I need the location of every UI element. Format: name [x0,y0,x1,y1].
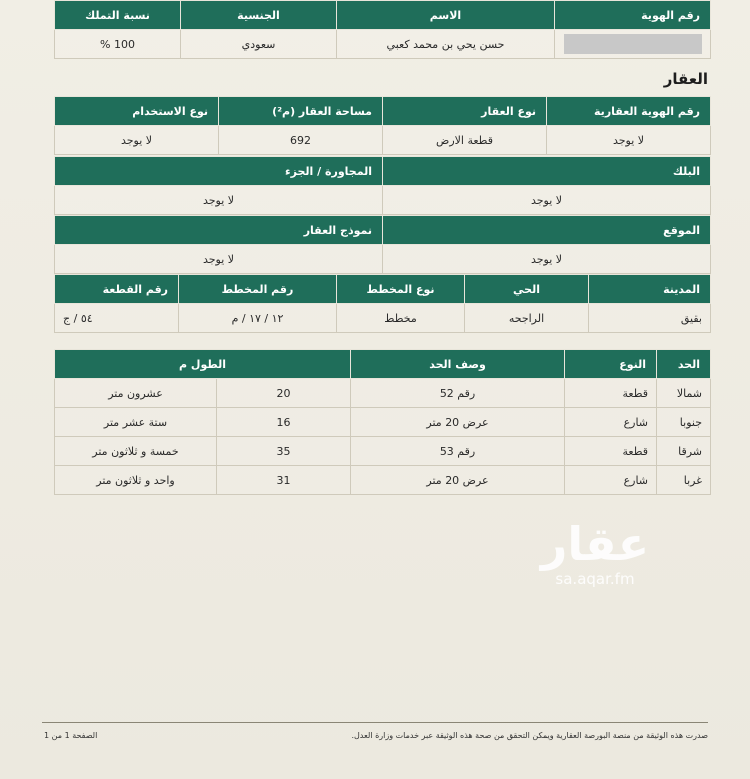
header-property-area: مساحة العقار (م²) [219,97,383,126]
header-plan-number: رقم المخطط [179,275,337,304]
border-length-text: ستة عشر متر [55,408,217,437]
border-length: 31 [217,466,351,495]
border-side: غربا [657,466,711,495]
border-length: 16 [217,408,351,437]
table-row [55,466,711,495]
table-row [55,379,711,408]
plan-number-value: ١٢ / ١٧ / م [179,304,337,333]
property-table [54,96,711,155]
table-row [55,408,711,437]
owner-name: حسن يحي بن محمد كعبي [337,30,555,59]
header-property-id: رقم الهوية العقارية [547,97,711,126]
owner-ownership: 100 % [55,30,181,59]
property-id: لا يوجد [547,126,711,155]
border-desc: رقم 53 [351,437,565,466]
border-type: قطعة [565,437,657,466]
watermark-url: sa.aqar.fm [555,570,635,588]
table-row [55,437,711,466]
header-property-model: نموذج العقار [55,216,383,245]
footer-note: صدرت هذه الوثيقة من منصة البورصة العقارية ويمكن التحقق من صحة هذه الوثيقة عبر خدمات وزارة العدل. [351,731,708,740]
owner-nationality: سعودي [181,30,337,59]
header-city: المدينة [589,275,711,304]
header-location: الموقع [383,216,711,245]
header-district: الحي [465,275,589,304]
border-length-text: خمسة و ثلاثون متر [55,437,217,466]
section-title: العقار [663,70,708,88]
page-number: الصفحة 1 من 1 [44,731,98,740]
header-property-type: نوع العقار [383,97,547,126]
border-side: شمالا [657,379,711,408]
header-border-type: النوع [565,350,657,379]
border-side: جنوبا [657,408,711,437]
redaction-block [564,34,702,54]
header-plan-type: نوع المخطط [337,275,465,304]
header-border-side: الحد [657,350,711,379]
borders-table [54,349,711,495]
aqar-watermark [530,518,660,598]
header-border-length: الطول م [55,350,351,379]
header-nationality: الجنسية [181,1,337,30]
owner-id-redacted [555,30,711,59]
border-type: شارع [565,466,657,495]
header-neighborhood-part: المجاورة / الجزء [55,157,383,186]
block-value: لا يوجد [383,186,711,215]
block-table [54,156,711,215]
plan-type-value: مخطط [337,304,465,333]
plot-number-value: ٥٤ / ج [55,304,179,333]
border-side: شرقا [657,437,711,466]
location-table [54,215,711,274]
footer-divider [42,722,708,723]
neighborhood-part-value: لا يوجد [55,186,383,215]
owner-table [54,0,711,59]
border-length: 20 [217,379,351,408]
property-model-value: لا يوجد [55,245,383,274]
location-value: لا يوجد [383,245,711,274]
property-area: 692 [219,126,383,155]
district-value: الراجحه [465,304,589,333]
property-type: قطعة الارض [383,126,547,155]
border-length-text: عشرون متر [55,379,217,408]
border-desc: رقم 52 [351,379,565,408]
header-name: الاسم [337,1,555,30]
header-ownership: نسبة التملك [55,1,181,30]
usage-type: لا يوجد [55,126,219,155]
border-desc: عرض 20 متر [351,466,565,495]
border-type: شارع [565,408,657,437]
header-id: رقم الهوية [555,1,711,30]
border-length: 35 [217,437,351,466]
header-block: البلك [383,157,711,186]
header-usage-type: نوع الاستخدام [55,97,219,126]
city-value: بقيق [589,304,711,333]
plan-table [54,274,711,333]
header-plot-number: رقم القطعة [55,275,179,304]
watermark-logo: عقار [540,517,650,571]
border-type: قطعة [565,379,657,408]
border-desc: عرض 20 متر [351,408,565,437]
border-length-text: واحد و ثلاثون متر [55,466,217,495]
header-border-desc: وصف الحد [351,350,565,379]
